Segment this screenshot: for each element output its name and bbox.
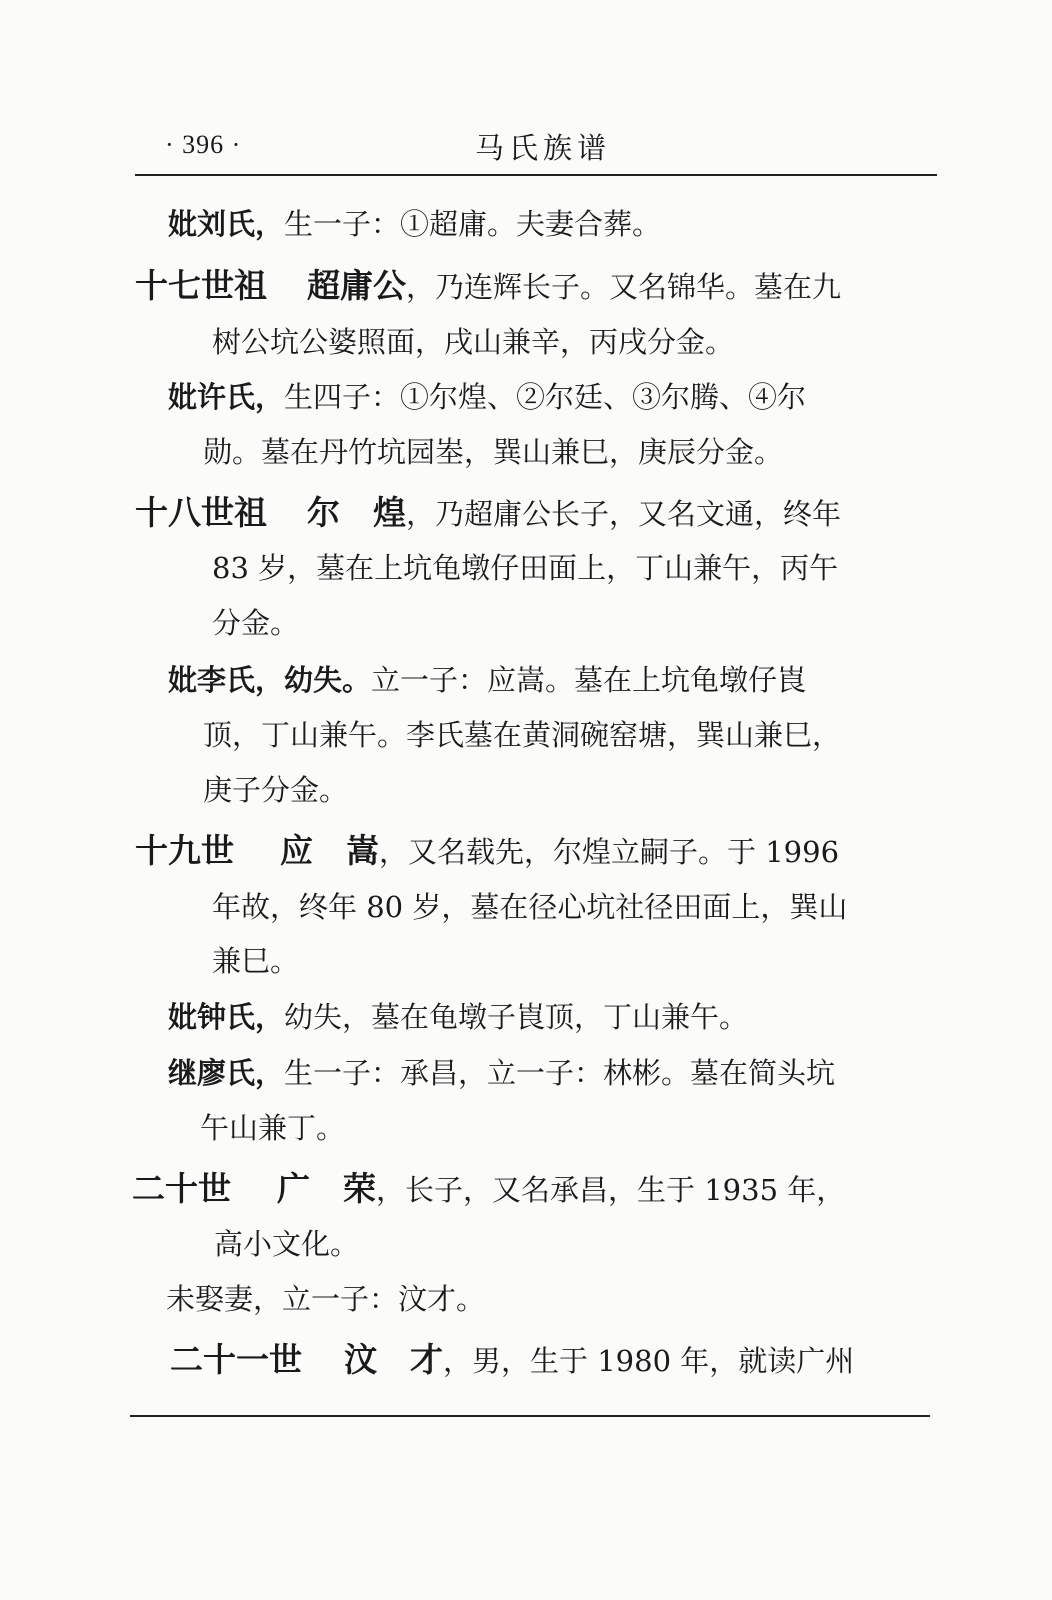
- text-line: [168, 204, 661, 244]
- entry-text: 年故，终年 80 岁，墓在径心坑社径田面上，巽山: [212, 890, 848, 924]
- text-line: [200, 1108, 345, 1148]
- entry-text: 生一子：①超庸。夫妻合葬。: [284, 207, 662, 241]
- entry-text: 生四子：①尔煌、②尔廷、③尔腾、④尔: [284, 380, 807, 414]
- ancestor-name: 广 荣: [277, 1169, 376, 1208]
- text-line: [212, 322, 734, 362]
- footer-rule: [130, 1415, 930, 1417]
- spouse-label: 妣李氏，幼失。: [168, 663, 372, 697]
- text-line: [203, 432, 783, 472]
- entry-text: 兼巳。: [212, 944, 300, 978]
- entry-text: 午山兼丁。: [200, 1111, 346, 1145]
- text-line: [168, 377, 806, 417]
- entry-text: ，乃连辉长子。又名锦华。墓在九: [406, 270, 842, 304]
- text-line: [212, 941, 299, 981]
- text-line: [168, 660, 806, 700]
- generation-entry: [135, 266, 841, 306]
- text-line: [212, 548, 838, 588]
- entry-text: 未娶妻，立一子：汶才。: [166, 1282, 486, 1316]
- entry-text: 庚子分金。: [203, 773, 349, 807]
- text-line: [168, 1053, 835, 1093]
- spouse-label: 继廖氏，: [168, 1056, 285, 1090]
- generation-label: 十七世祖: [135, 266, 267, 305]
- spouse-label: 妣许氏，: [168, 380, 285, 414]
- generation-label: 十八世祖: [135, 493, 267, 532]
- ancestor-name: 超庸公: [307, 266, 406, 305]
- text-line: [203, 715, 841, 755]
- generation-label: 二十一世: [170, 1340, 302, 1379]
- ancestor-name: 尔 煌: [307, 493, 406, 532]
- ancestor-name: 汶 才: [344, 1340, 443, 1379]
- generation-entry: [135, 831, 839, 871]
- entry-text: ，又名载先，尔煌立嗣子。于 1996: [379, 835, 840, 869]
- text-line: [166, 1279, 485, 1319]
- generation-entry: [170, 1340, 854, 1380]
- entry-text: ，乃超庸公长子，又名文通，终年: [406, 497, 842, 531]
- entry-text: 顶，丁山兼午。李氏墓在黄洞碗窑塘，巽山兼巳，: [203, 718, 842, 752]
- header-rule: [135, 174, 937, 176]
- entry-text: ，长子，又名承昌，生于 1935 年，: [376, 1173, 846, 1207]
- entry-text: 分金。: [212, 606, 300, 640]
- entry-text: 83 岁，墓在上坑龟墩仔田面上，丁山兼午，丙午: [212, 551, 839, 585]
- page-number: · 396 ·: [165, 130, 242, 159]
- spouse-label: 妣刘氏，: [168, 207, 285, 241]
- entry-text: 勋。墓在丹竹坑园峚，巽山兼巳，庚辰分金。: [203, 435, 784, 469]
- entry-text: 立一子：应嵩。墓在上坑龟墩仔崀: [371, 663, 807, 697]
- generation-entry: [132, 1169, 845, 1209]
- text-line: [212, 603, 299, 643]
- spouse-label: 妣钟氏，: [168, 1000, 285, 1034]
- text-line: [168, 997, 748, 1037]
- text-line: [203, 770, 348, 810]
- generation-label: 二十世: [132, 1169, 231, 1208]
- entry-text: 高小文化。: [214, 1227, 360, 1261]
- page-header: [135, 126, 935, 170]
- entry-text: 树公坑公婆照面，戌山兼辛，丙戌分金。: [212, 325, 735, 359]
- ancestor-name: 应 嵩: [280, 831, 379, 870]
- entry-text: 幼失，墓在龟墩子崀顶，丁山兼午。: [284, 1000, 749, 1034]
- text-line: [212, 887, 847, 927]
- entry-text: 生一子：承昌，立一子：林彬。墓在简头坑: [284, 1056, 836, 1090]
- running-title: 马氏族谱: [475, 131, 612, 165]
- generation-label: 十九世: [135, 831, 234, 870]
- generation-entry: [135, 493, 841, 533]
- entry-text: ，男，生于 1980 年，就读广州: [443, 1344, 855, 1378]
- text-line: [214, 1224, 359, 1264]
